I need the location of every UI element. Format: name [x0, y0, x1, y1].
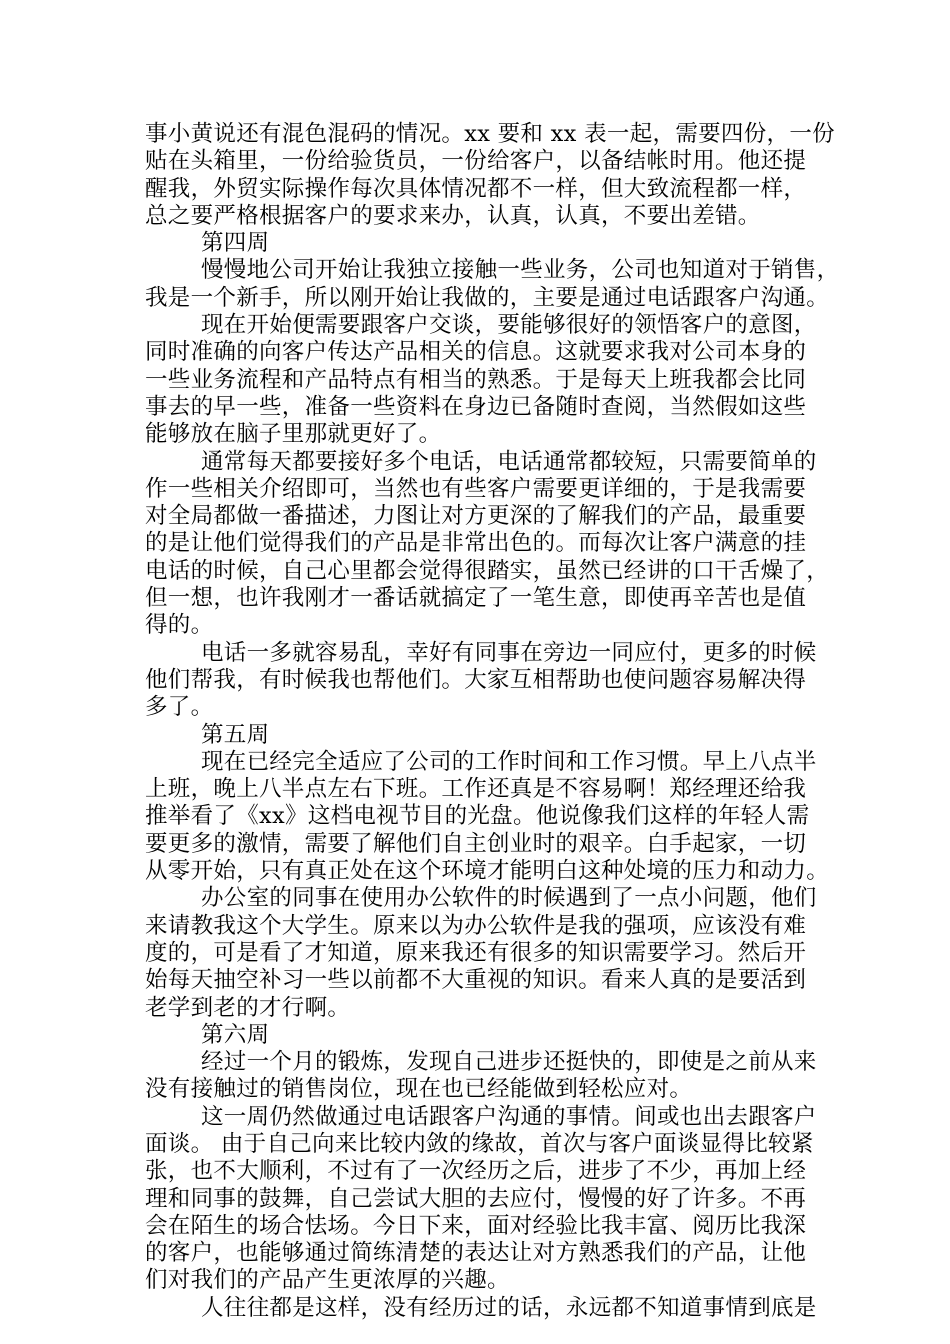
- text-line: 醒我，外贸实际操作每次具体情况都不一样，但大致流程都一样，: [145, 175, 807, 202]
- paragraph: [145, 312, 817, 448]
- text-line: 贴在头箱里，一份给验货员，一份给客户，以备结帐时用。他还提: [145, 148, 807, 175]
- document-page: [145, 121, 840, 1322]
- paragraph: [145, 1049, 817, 1104]
- text-line: 办公室的同事在使用办公软件的时候遇到了一点小问题，他们: [201, 885, 817, 912]
- text-line: 们对我们的产品产生更浓厚的兴趣。: [145, 1267, 510, 1294]
- text-line: 推举看了《xx》这档电视节目的光盘。他说像我们这样的年轻人需: [145, 803, 810, 830]
- section-heading: [145, 230, 810, 257]
- text-line: 老学到老的才行啊。: [145, 994, 351, 1021]
- text-line: 能够放在脑子里那就更好了。: [145, 421, 442, 448]
- paragraph: [145, 1294, 817, 1322]
- paragraph: [145, 748, 830, 885]
- paragraph: [145, 121, 835, 230]
- paragraph: [145, 639, 817, 722]
- text-line: 得的。: [145, 612, 214, 639]
- text-line: 电话一多就容易乱，幸好有同事在旁边一同应付，更多的时候: [201, 639, 817, 666]
- text-line: 从零开始，只有真正处在这个环境才能明白这种处境的压力和动力。: [145, 858, 830, 885]
- text-line: 始每天抽空补习一些以前都不大重视的知识。看来人真的是要活到: [145, 967, 807, 994]
- text-line: 现在开始便需要跟客户交谈，要能够很好的领悟客户的意图，: [201, 312, 817, 339]
- paragraph: [145, 257, 840, 312]
- text-line: 通常每天都要接好多个电话，电话通常都较短，只需要简单的: [201, 448, 817, 475]
- text-line: 第六周: [201, 1021, 270, 1048]
- text-line: 作一些相关介绍即可，当然也有些客户需要更详细的，于是我需要: [145, 475, 807, 502]
- text-line: 的是让他们觉得我们的产品是非常出色的。而每次让客户满意的挂: [145, 530, 807, 557]
- text-line: 经过一个月的锻炼，发现自己进步还挺快的，即使是之前从来: [201, 1049, 817, 1076]
- text-line: 事小黄说还有混色混码的情况。xx 要和 xx 表一起，需要四份，一份: [145, 121, 835, 147]
- text-line: 上班，晚上八半点左右下班。工作还真是不容易啊！郑经理还给我: [145, 776, 807, 803]
- text-line: 第五周: [201, 721, 270, 748]
- text-line: 但一想，也许我刚才一番话就搞定了一笔生意，即使再辛苦也是值: [145, 585, 807, 612]
- text-line: 张，也不大顺利，不过有了一次经历之后，进步了不少，再加上经: [145, 1158, 807, 1185]
- text-line: 事去的早一些，准备一些资料在身边已备随时查阅，当然假如这些: [145, 393, 807, 420]
- paragraph: [145, 448, 830, 640]
- text-line: 这一周仍然做通过电话跟客户沟通的事情。间或也出去跟客户: [201, 1103, 817, 1130]
- text-line: 度的，可是看了才知道，原来我还有很多的知识需要学习。然后开: [145, 939, 807, 966]
- text-line: 一些业务流程和产品特点有相当的熟悉。于是每天上班我都会比同: [145, 366, 807, 393]
- text-line: 他们帮我，有时候我也帮他们。大家互相帮助也使问题容易解决得: [145, 666, 807, 693]
- text-line: 多了。: [145, 694, 214, 721]
- text-line: 对全局都做一番描述，力图让对方更深的了解我们的产品，最重要: [145, 503, 807, 530]
- text-line: 第四周: [201, 230, 270, 257]
- paragraph: [145, 885, 817, 1021]
- text-line: 来请教我这个大学生。原来以为办公软件是我的强项，应该没有难: [145, 912, 807, 939]
- text-line: 慢慢地公司开始让我独立接触一些业务，公司也知道对于销售，: [201, 257, 840, 284]
- text-line: 要更多的激情，需要了解他们自主创业时的艰辛。白手起家，一切: [145, 830, 807, 857]
- text-line: 的客户，也能够通过简练清楚的表达让对方熟悉我们的产品，让他: [145, 1240, 807, 1267]
- text-line: 会在陌生的场合怯场。今日下来，面对经验比我丰富、阅历比我深: [145, 1212, 807, 1239]
- paragraph: [145, 1103, 817, 1295]
- section-heading: [145, 1022, 810, 1049]
- text-line: 我是一个新手，所以刚开始让我做的，主要是通过电话跟客户沟通。: [145, 284, 830, 311]
- text-line: 没有接触过的销售岗位，现在也已经能做到轻松应对。: [145, 1076, 693, 1103]
- text-line: 电话的时候，自己心里都会觉得很踏实，虽然已经讲的口干舌燥了，: [145, 557, 830, 584]
- text-line: 现在已经完全适应了公司的工作时间和工作习惯。早上八点半: [201, 748, 817, 775]
- text-line: 理和同事的鼓舞，自己尝试大胆的去应付，慢慢的好了许多。不再: [145, 1185, 807, 1212]
- text-line: 总之要严格根据客户的要求来办，认真，认真，不要出差错。: [145, 202, 761, 229]
- text-line: 人往往都是这样，没有经历过的话，永远都不知道事情到底是: [201, 1294, 817, 1321]
- text-line: 面谈。 由于自己向来比较内敛的缘故，首次与客户面谈显得比较紧: [145, 1130, 814, 1157]
- section-heading: [145, 722, 810, 749]
- text-line: 同时准确的向客户传达产品相关的信息。这就要求我对公司本身的: [145, 339, 807, 366]
